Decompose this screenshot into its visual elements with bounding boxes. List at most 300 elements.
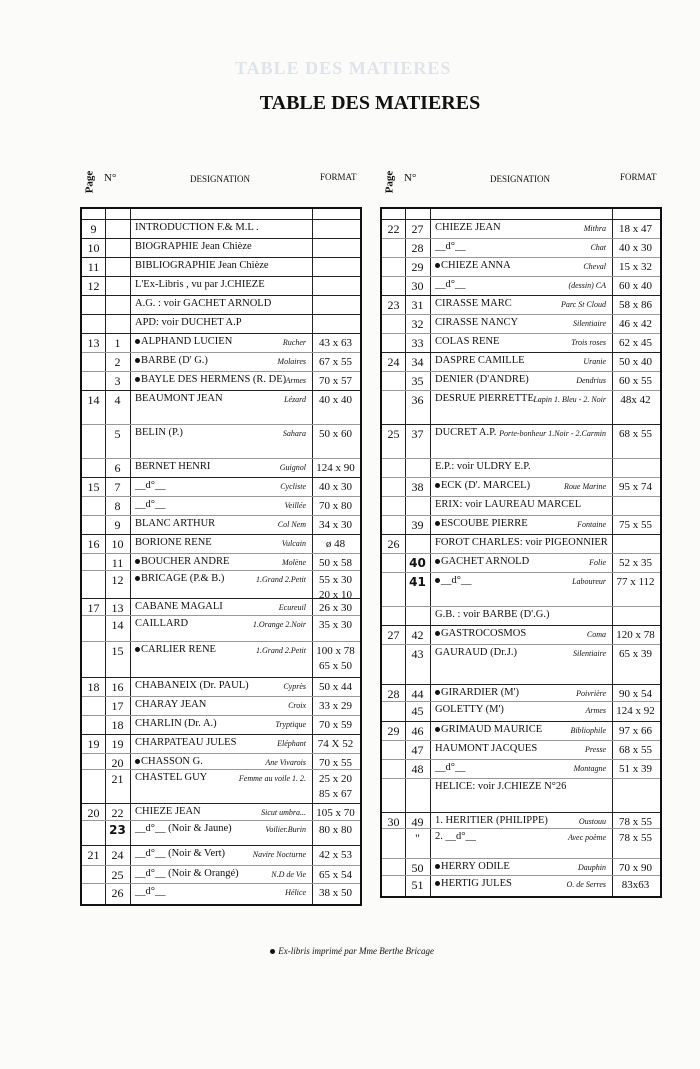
designation-text: GRIMAUD MAURICE bbox=[441, 724, 543, 735]
table-row bbox=[382, 390, 660, 425]
designation-text: CIRASSE NANCY bbox=[435, 317, 519, 328]
subject-annotation: Croix bbox=[288, 701, 306, 710]
designation-cell bbox=[431, 760, 612, 779]
subject-annotation: Fontaine bbox=[577, 520, 606, 529]
format-col-header: FORMAT bbox=[320, 172, 357, 182]
subject-annotation: Guignol bbox=[279, 463, 306, 472]
designation-cell bbox=[431, 459, 612, 478]
designation-text: CAILLARD bbox=[135, 618, 189, 629]
table-row bbox=[82, 496, 360, 516]
number-cell: 26 bbox=[111, 886, 124, 900]
subject-annotation: Folie bbox=[589, 558, 606, 567]
number-cell: 3 bbox=[114, 374, 121, 388]
page-cell: 12 bbox=[87, 279, 100, 293]
table-row bbox=[382, 828, 660, 859]
designation-text: CHIEZE ANNA bbox=[441, 260, 511, 271]
designation-cell bbox=[431, 296, 612, 315]
designation-text: ESCOUBE PIERRE bbox=[441, 518, 528, 529]
designation-cell bbox=[131, 258, 312, 277]
designation-cell bbox=[431, 554, 612, 573]
table-row bbox=[82, 734, 360, 754]
number-cell: 5 bbox=[114, 427, 121, 441]
table-row bbox=[382, 875, 660, 893]
designation-text: ERIX: voir LAUREAU MARCEL bbox=[435, 499, 582, 510]
no-col-header: N° bbox=[104, 172, 117, 184]
designation-cell bbox=[131, 425, 312, 459]
page-cell: 9 bbox=[90, 222, 97, 236]
subject-annotation: Hélice bbox=[285, 888, 306, 897]
number-cell: 45 bbox=[411, 704, 424, 718]
number-cell: 33 bbox=[411, 336, 424, 350]
subject-annotation: Uranie bbox=[583, 357, 606, 366]
number-cell: 38 bbox=[411, 480, 424, 494]
page-col-header: Page bbox=[383, 170, 396, 194]
number-cell: 41 bbox=[409, 575, 426, 589]
subject-annotation: N.D de Vie bbox=[271, 870, 306, 879]
subject-annotation: Eléphant bbox=[277, 739, 306, 748]
number-cell: 8 bbox=[114, 499, 121, 513]
page-cell: 21 bbox=[87, 848, 100, 862]
subject-annotation: Col Nem bbox=[277, 520, 306, 529]
designation-cell bbox=[431, 372, 612, 391]
table-row bbox=[82, 598, 360, 616]
subject-annotation: Cheval bbox=[583, 262, 606, 271]
number-cell: 16 bbox=[111, 680, 124, 694]
subject-annotation: Vulcain bbox=[281, 539, 306, 548]
designation-cell bbox=[431, 497, 612, 516]
format-cell: 70 x 59 bbox=[319, 719, 352, 731]
table-row bbox=[82, 333, 360, 353]
number-cell: 31 bbox=[411, 298, 424, 312]
table-row bbox=[82, 865, 360, 884]
designation-text: ECK (D'. MARCEL) bbox=[441, 480, 531, 491]
designation-text: E.P.: voir ULDRY E.P. bbox=[435, 461, 531, 472]
page-cell: 11 bbox=[87, 260, 100, 274]
bullet-icon bbox=[435, 631, 440, 636]
number-cell: 15 bbox=[111, 644, 124, 658]
number-cell bbox=[405, 779, 430, 815]
designation-text: CIRASSE MARC bbox=[435, 298, 512, 309]
format-cell: 124 x 92 bbox=[616, 705, 655, 717]
designation-text: BLANC ARTHUR bbox=[135, 518, 216, 529]
left-header bbox=[80, 160, 370, 204]
subject-annotation: Presse bbox=[584, 745, 606, 754]
table-row bbox=[382, 778, 660, 813]
designation-text: L'Ex-Libris , vu par J.CHIEZE bbox=[135, 279, 265, 290]
format-cell: 77 x 112 bbox=[616, 576, 655, 588]
table-row bbox=[382, 553, 660, 573]
format-cell: 33 x 29 bbox=[319, 700, 352, 712]
designation-cell bbox=[431, 220, 612, 239]
format-cell: 15 x 32 bbox=[619, 261, 652, 273]
number-cell: 50 bbox=[411, 861, 424, 875]
format-cell: 58 x 86 bbox=[619, 299, 652, 311]
format-cell: 68 x 55 bbox=[619, 428, 652, 440]
format-cell: 67 x 55 bbox=[319, 356, 352, 368]
format-cell: 50 x 60 bbox=[319, 428, 352, 440]
table-row bbox=[382, 238, 660, 258]
subject-annotation: Porte-bonheur 1.Noir - 2.Carmin bbox=[499, 429, 606, 438]
bullet-icon bbox=[435, 864, 440, 869]
page-col-header: Page bbox=[83, 170, 96, 194]
table-row bbox=[82, 696, 360, 716]
number-cell: 32 bbox=[411, 317, 424, 331]
designation-text: 1. HERITIER (PHILIPPE) bbox=[435, 815, 548, 826]
designation-cell bbox=[131, 616, 312, 642]
format-cell: 65 x 39 bbox=[619, 648, 652, 660]
designation-text: A.G. : voir GACHET ARNOLD bbox=[135, 298, 272, 309]
designation-cell bbox=[131, 754, 312, 770]
subject-annotation: Avec poème bbox=[568, 833, 606, 842]
format-cell: 40 x 40 bbox=[319, 394, 352, 406]
table-row bbox=[382, 534, 660, 554]
table-row bbox=[382, 371, 660, 391]
subject-annotation: Armes bbox=[285, 376, 306, 385]
format-cell: 90 x 54 bbox=[619, 688, 652, 700]
number-cell: 22 bbox=[111, 806, 124, 820]
designation-text: BOUCHER ANDRE bbox=[141, 556, 230, 567]
designation-cell bbox=[131, 353, 312, 372]
page-cell: 18 bbox=[87, 680, 100, 694]
table-row bbox=[382, 684, 660, 702]
table-row bbox=[382, 759, 660, 779]
table-row bbox=[382, 496, 660, 516]
page-cell: 16 bbox=[87, 537, 100, 551]
subject-annotation: Lapin 1. Bleu - 2. Noir bbox=[533, 395, 606, 404]
bullet-icon bbox=[135, 759, 140, 764]
format-cell: 80 x 80 bbox=[319, 824, 352, 836]
bullet-icon bbox=[135, 377, 140, 382]
table-row bbox=[82, 314, 360, 334]
table-row bbox=[382, 858, 660, 876]
designation-cell bbox=[131, 315, 312, 334]
designation-cell bbox=[431, 315, 612, 334]
table-row bbox=[382, 257, 660, 277]
number-cell: 27 bbox=[411, 222, 424, 236]
bullet-icon bbox=[435, 727, 440, 732]
format-cell: 42 x 53 bbox=[319, 849, 352, 861]
subject-annotation: Ane Vivarois bbox=[265, 758, 306, 767]
number-cell: 4 bbox=[114, 393, 121, 407]
designation-cell bbox=[131, 296, 312, 315]
footnote-text: Ex-libris imprimé par Mme Berthe Bricage bbox=[278, 946, 434, 956]
table-row bbox=[82, 458, 360, 478]
format-cell: 68 x 55 bbox=[619, 744, 652, 756]
designation-cell bbox=[131, 516, 312, 535]
number-cell: 21 bbox=[111, 772, 124, 786]
designation-text: ALPHAND LUCIEN bbox=[141, 336, 233, 347]
page-cell bbox=[82, 884, 105, 903]
number-cell: 28 bbox=[411, 241, 424, 255]
subject-annotation: Voilier.Burin bbox=[265, 825, 306, 834]
format-cell: 46 x 42 bbox=[619, 318, 652, 330]
designation-cell bbox=[131, 478, 312, 497]
format-cell: 50 x 40 bbox=[619, 356, 652, 368]
format-cell: 95 x 74 bbox=[619, 481, 652, 493]
designation-cell bbox=[431, 685, 612, 702]
designation-cell bbox=[431, 425, 612, 459]
number-cell: 42 bbox=[411, 628, 424, 642]
designation-text: BELIN (P.) bbox=[135, 427, 183, 438]
page-cell: 26 bbox=[387, 537, 400, 551]
format-cell: 51 x 39 bbox=[619, 763, 652, 775]
designation-text: BIOGRAPHIE Jean Chièze bbox=[135, 241, 252, 252]
designation-text: CABANE MAGALI bbox=[135, 601, 223, 612]
table-row bbox=[82, 845, 360, 866]
number-cell: 14 bbox=[111, 618, 124, 632]
number-cell: " bbox=[415, 831, 420, 845]
designation-cell bbox=[431, 239, 612, 258]
designation-cell bbox=[131, 846, 312, 866]
number-cell: 25 bbox=[111, 868, 124, 882]
table-row bbox=[82, 803, 360, 821]
number-cell: 49 bbox=[411, 815, 424, 829]
subject-annotation: Mithra bbox=[583, 224, 606, 233]
designation-text: DESRUE PIERRETTE bbox=[435, 393, 534, 404]
number-cell: 19 bbox=[111, 737, 124, 751]
designation-text: CHIEZE JEAN bbox=[435, 222, 501, 233]
page-cell bbox=[82, 642, 105, 680]
designation-cell bbox=[431, 813, 612, 829]
designation-cell bbox=[431, 277, 612, 296]
designation-text: INTRODUCTION F.& M.L . bbox=[135, 222, 259, 233]
designation-text: CHASSON G. bbox=[141, 756, 203, 767]
designation-cell bbox=[431, 645, 612, 685]
format-cell: 97 x 66 bbox=[619, 725, 652, 737]
designation-cell bbox=[431, 859, 612, 876]
designation-text: CHARAY JEAN bbox=[135, 699, 207, 710]
format-cell: 120 x 78 bbox=[616, 629, 655, 641]
bullet-icon bbox=[135, 576, 140, 581]
table-row bbox=[82, 424, 360, 459]
designation-text: __d°__ bbox=[435, 762, 466, 773]
table-row bbox=[382, 276, 660, 296]
designation-text: DUCRET A.P. bbox=[435, 427, 497, 438]
designation-text: GASTROCOSMOS bbox=[441, 628, 527, 639]
designation-cell bbox=[431, 478, 612, 497]
bullet-icon bbox=[435, 690, 440, 695]
designation-cell bbox=[131, 277, 312, 296]
subject-annotation: Poivrière bbox=[576, 689, 606, 698]
format-cell: 70 x 57 bbox=[319, 375, 352, 387]
designation-text: __d°__ bbox=[135, 480, 166, 491]
designation-text: CHASTEL GUY bbox=[135, 772, 208, 783]
designation-cell bbox=[131, 821, 312, 846]
format-cell: 50 x 44 bbox=[319, 681, 352, 693]
number-cell: 12 bbox=[111, 573, 124, 587]
bullet-icon bbox=[435, 483, 440, 488]
format-cell: 43 x 63 bbox=[319, 337, 352, 349]
page-cell bbox=[382, 573, 405, 609]
format-cell: 78 x 55 bbox=[619, 832, 652, 844]
page-cell bbox=[382, 876, 405, 895]
designation-cell bbox=[131, 239, 312, 258]
subject-annotation: Sahara bbox=[282, 429, 306, 438]
number-cell: 10 bbox=[111, 537, 124, 551]
subject-annotation: Sicut umbra... bbox=[261, 808, 306, 817]
designation-text: GAURAUD (Dr.J.) bbox=[435, 647, 517, 658]
page-cell bbox=[82, 770, 105, 806]
format-cell: 75 x 55 bbox=[619, 519, 652, 531]
number-cell: 40 bbox=[409, 556, 426, 570]
number-cell: 20 bbox=[111, 756, 124, 770]
format-cell bbox=[612, 779, 659, 815]
designation-text: __d°__ (Noir & Jaune) bbox=[135, 823, 232, 834]
designation-col-header: DESIGNATION bbox=[490, 174, 550, 184]
designation-text: BAYLE DES HERMENS (R. DE) bbox=[141, 374, 287, 385]
bullet-icon bbox=[435, 578, 440, 583]
designation-text: BORIONE RENE bbox=[135, 537, 212, 548]
designation-col-header: DESIGNATION bbox=[190, 174, 250, 184]
format-cell: 70 x 55 bbox=[319, 757, 352, 769]
table-row bbox=[382, 314, 660, 334]
table-row bbox=[82, 352, 360, 372]
table-row bbox=[382, 740, 660, 760]
page-cell: 19 bbox=[87, 737, 100, 751]
format-cell: 25 x 20 85 x 67 bbox=[319, 773, 352, 800]
page-cell: 24 bbox=[387, 355, 400, 369]
table-row bbox=[382, 572, 660, 607]
bullet-icon bbox=[135, 358, 140, 363]
number-cell: 36 bbox=[411, 393, 424, 407]
subject-annotation: Molaires bbox=[277, 357, 306, 366]
table-row bbox=[382, 352, 660, 372]
subject-annotation: Cyprès bbox=[283, 682, 306, 691]
table-row bbox=[82, 615, 360, 642]
number-cell: 7 bbox=[114, 480, 121, 494]
number-cell: 51 bbox=[411, 878, 424, 892]
designation-text: GIRARDIER (M') bbox=[441, 687, 520, 698]
designation-cell bbox=[131, 697, 312, 716]
page-cell: 10 bbox=[87, 241, 100, 255]
table-row bbox=[82, 641, 360, 678]
format-cell: 78 x 55 bbox=[619, 816, 652, 828]
number-cell: 13 bbox=[111, 601, 124, 615]
number-cell: 18 bbox=[111, 718, 124, 732]
format-cell: 18 x 47 bbox=[619, 223, 652, 235]
subject-annotation: Ecureuil bbox=[278, 603, 306, 612]
table-row bbox=[82, 371, 360, 391]
number-cell: 23 bbox=[109, 823, 126, 837]
page-cell bbox=[382, 645, 405, 687]
subject-annotation: Dendrius bbox=[576, 376, 606, 385]
designation-text: CHIEZE JEAN bbox=[135, 806, 201, 817]
table-row bbox=[82, 769, 360, 804]
subject-annotation: Silentiaire bbox=[572, 319, 606, 328]
number-cell: 46 bbox=[411, 724, 424, 738]
page-cell: 15 bbox=[87, 480, 100, 494]
designation-cell bbox=[131, 391, 312, 425]
format-cell: 35 x 30 bbox=[319, 619, 352, 631]
subject-annotation: Coma bbox=[586, 630, 606, 639]
designation-cell bbox=[431, 722, 612, 741]
bullet-icon bbox=[135, 339, 140, 344]
designation-text: HERTIG JULES bbox=[441, 878, 512, 889]
table-row bbox=[382, 458, 660, 478]
designation-cell bbox=[131, 535, 312, 554]
designation-cell bbox=[131, 735, 312, 754]
designation-cell bbox=[431, 876, 612, 893]
page-cell: 27 bbox=[387, 628, 400, 642]
format-cell: 38 x 50 bbox=[319, 887, 352, 899]
subject-annotation: Femme au voile 1. 2. bbox=[238, 774, 306, 783]
subject-annotation: Silentiaire bbox=[572, 649, 606, 658]
table-row bbox=[82, 477, 360, 497]
designation-cell bbox=[131, 804, 312, 821]
page-cell: 28 bbox=[387, 687, 400, 701]
right-header bbox=[380, 160, 670, 204]
subject-annotation: Trois roses bbox=[571, 338, 606, 347]
subject-annotation: Tryptique bbox=[275, 720, 306, 729]
designation-text: CHARPATEAU JULES bbox=[135, 737, 237, 748]
designation-cell bbox=[131, 554, 312, 571]
page-cell: 23 bbox=[387, 298, 400, 312]
format-cell: 100 x 78 65 x 50 bbox=[316, 645, 355, 672]
format-cell: 52 x 35 bbox=[619, 557, 652, 569]
designation-text: BERNET HENRI bbox=[135, 461, 211, 472]
table-row bbox=[382, 515, 660, 535]
table-row bbox=[82, 883, 360, 901]
table-row bbox=[82, 257, 360, 277]
bullet-icon bbox=[270, 949, 275, 954]
bullet-icon bbox=[435, 881, 440, 886]
subject-annotation: Roue Marine bbox=[564, 482, 606, 491]
format-cell: 62 x 45 bbox=[619, 337, 652, 349]
format-cell: 40 x 30 bbox=[619, 242, 652, 254]
number-cell: 43 bbox=[411, 647, 424, 661]
designation-cell bbox=[431, 258, 612, 277]
designation-text: BARBE (D' G.) bbox=[141, 355, 208, 366]
page-cell bbox=[82, 425, 105, 461]
table-row bbox=[82, 715, 360, 735]
subject-annotation: Cycliste bbox=[280, 482, 306, 491]
designation-cell bbox=[131, 571, 312, 599]
designation-text: BIBLIOGRAPHIE Jean Chièze bbox=[135, 260, 269, 271]
number-cell: 30 bbox=[411, 279, 424, 293]
subject-annotation: Parc St Cloud bbox=[560, 300, 606, 309]
designation-text: __d°__ bbox=[135, 499, 166, 510]
designation-cell bbox=[431, 702, 612, 722]
designation-cell bbox=[131, 716, 312, 735]
number-cell: 11 bbox=[111, 556, 124, 570]
page-cell: 22 bbox=[387, 222, 400, 236]
table-row bbox=[82, 753, 360, 770]
page-cell: 13 bbox=[87, 336, 100, 350]
designation-cell bbox=[431, 829, 612, 859]
no-col-header: N° bbox=[404, 172, 417, 184]
designation-text: DASPRE CAMILLE bbox=[435, 355, 525, 366]
designation-cell bbox=[431, 353, 612, 372]
format-cell: 60 x 40 bbox=[619, 280, 652, 292]
subject-annotation: Navire Nocturne bbox=[252, 850, 306, 859]
designation-cell bbox=[431, 391, 612, 425]
subject-annotation: Molène bbox=[282, 558, 306, 567]
table-row bbox=[382, 625, 660, 645]
number-cell: 2 bbox=[114, 355, 121, 369]
subject-annotation: Rucher bbox=[282, 338, 306, 347]
format-cell: 55 x 30 20 x 10 bbox=[319, 574, 352, 601]
show-through-title: TABLE DES MATIERES bbox=[235, 58, 452, 78]
right-table bbox=[380, 207, 662, 898]
designation-cell bbox=[431, 626, 612, 645]
number-cell: 35 bbox=[411, 374, 424, 388]
page-cell: 20 bbox=[87, 806, 100, 820]
subject-annotation: Oustouu bbox=[578, 817, 606, 826]
number-cell: 34 bbox=[411, 355, 424, 369]
bullet-icon bbox=[435, 263, 440, 268]
designation-cell bbox=[131, 334, 312, 353]
designation-text: GACHET ARNOLD bbox=[441, 556, 530, 567]
